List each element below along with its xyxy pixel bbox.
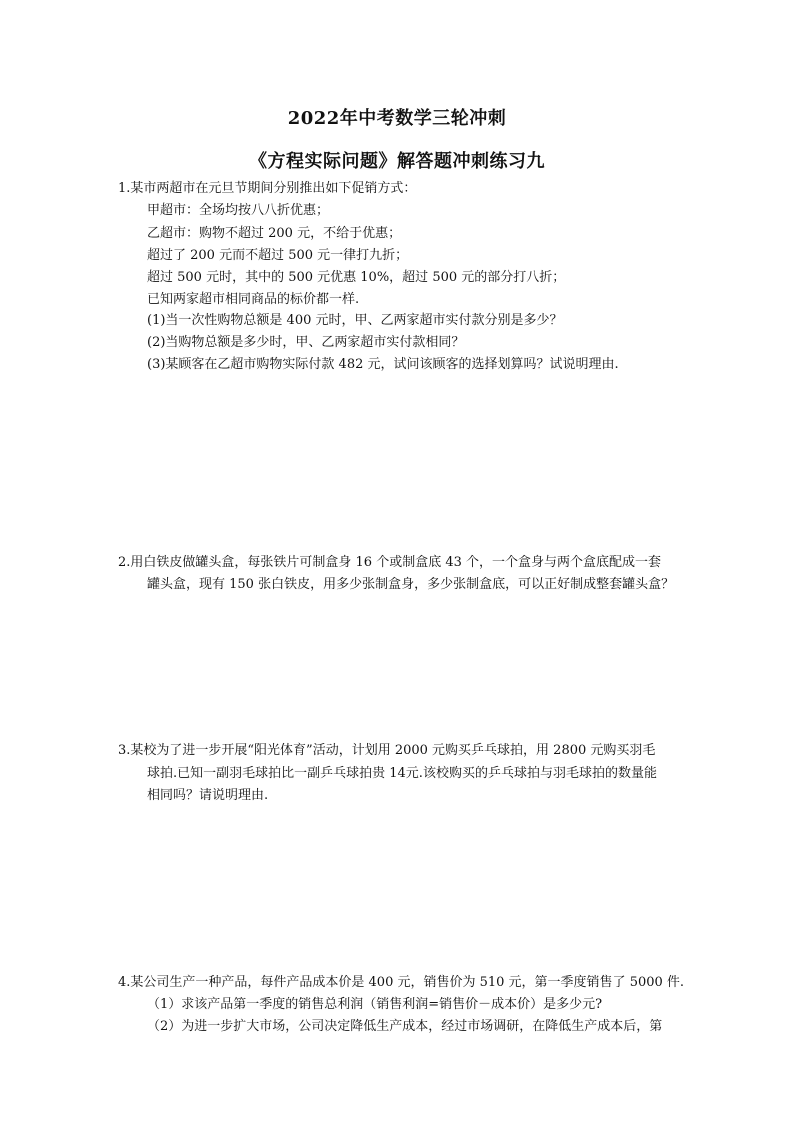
problem-1-question-2: (2)当购物总额是多少时，甲、乙两家超市实付款相同？ bbox=[147, 335, 465, 350]
document-title: 2022年中考数学三轮冲刺 bbox=[287, 108, 507, 129]
problem-1-line: 已知两家超市相同商品的标价都一样. bbox=[147, 292, 360, 307]
problem-1-line: 甲超市：全场均按八八折优惠； bbox=[147, 203, 330, 218]
document-subtitle: 《方程实际问题》解答题冲刺练习九 bbox=[249, 151, 545, 172]
problem-1-stem: 1.某市两超市在元旦节期间分别推出如下促销方式： bbox=[118, 181, 417, 196]
problem-1-line: 超过了 200 元而不超过 500 元一律打九折； bbox=[147, 248, 409, 263]
problem-4-stem: 4.某公司生产一种产品，每件产品成本价是 400 元，销售价为 510 元，第一季度销售了 5000 件. bbox=[118, 975, 685, 990]
problem-3-stem: 3.某校为了进一步开展“阳光体育”活动，计划用 2000 元购买乒乓球拍，用 2800 元购买羽毛 bbox=[118, 743, 656, 758]
problem-1-question-3: (3)某顾客在乙超市购物实际付款 482 元，试问该顾客的选择划算吗？试说明理由. bbox=[147, 357, 619, 372]
problem-2-stem: 2.用白铁皮做罐头盒，每张铁片可制盒身 16 个或制盒底 43 个，一个盒身与两个盒底配成一套 bbox=[118, 555, 662, 570]
problem-4-question-1: （1）求该产品第一季度的销售总利润（销售利润=销售价－成本价）是多少元? bbox=[147, 997, 603, 1012]
problem-4-question-2: （2）为进一步扩大市场，公司决定降低生产成本，经过市场调研，在降低生产成本后，第 bbox=[147, 1019, 663, 1034]
problem-3-line: 相同吗？请说明理由. bbox=[147, 788, 269, 803]
problem-1-question-1: (1)当一次性购物总额是 400 元时，甲、乙两家超市实付款分别是多少？ bbox=[147, 313, 563, 328]
problem-1-line: 超过 500 元时，其中的 500 元优惠 10%，超过 500 元的部分打八折； bbox=[147, 270, 566, 285]
problem-3-line: 球拍.已知一副羽毛球拍比一副乒乓球拍贵 14元.该校购买的乒乓球拍与羽毛球拍的数量能 bbox=[147, 766, 657, 781]
problem-2-line: 罐头盒，现有 150 张白铁皮，用多少张制盒身，多少张制盒底，可以正好制成整套罐头盒？ bbox=[147, 577, 675, 592]
problem-1-line: 乙超市：购物不超过 200 元，不给于优惠； bbox=[147, 226, 402, 241]
